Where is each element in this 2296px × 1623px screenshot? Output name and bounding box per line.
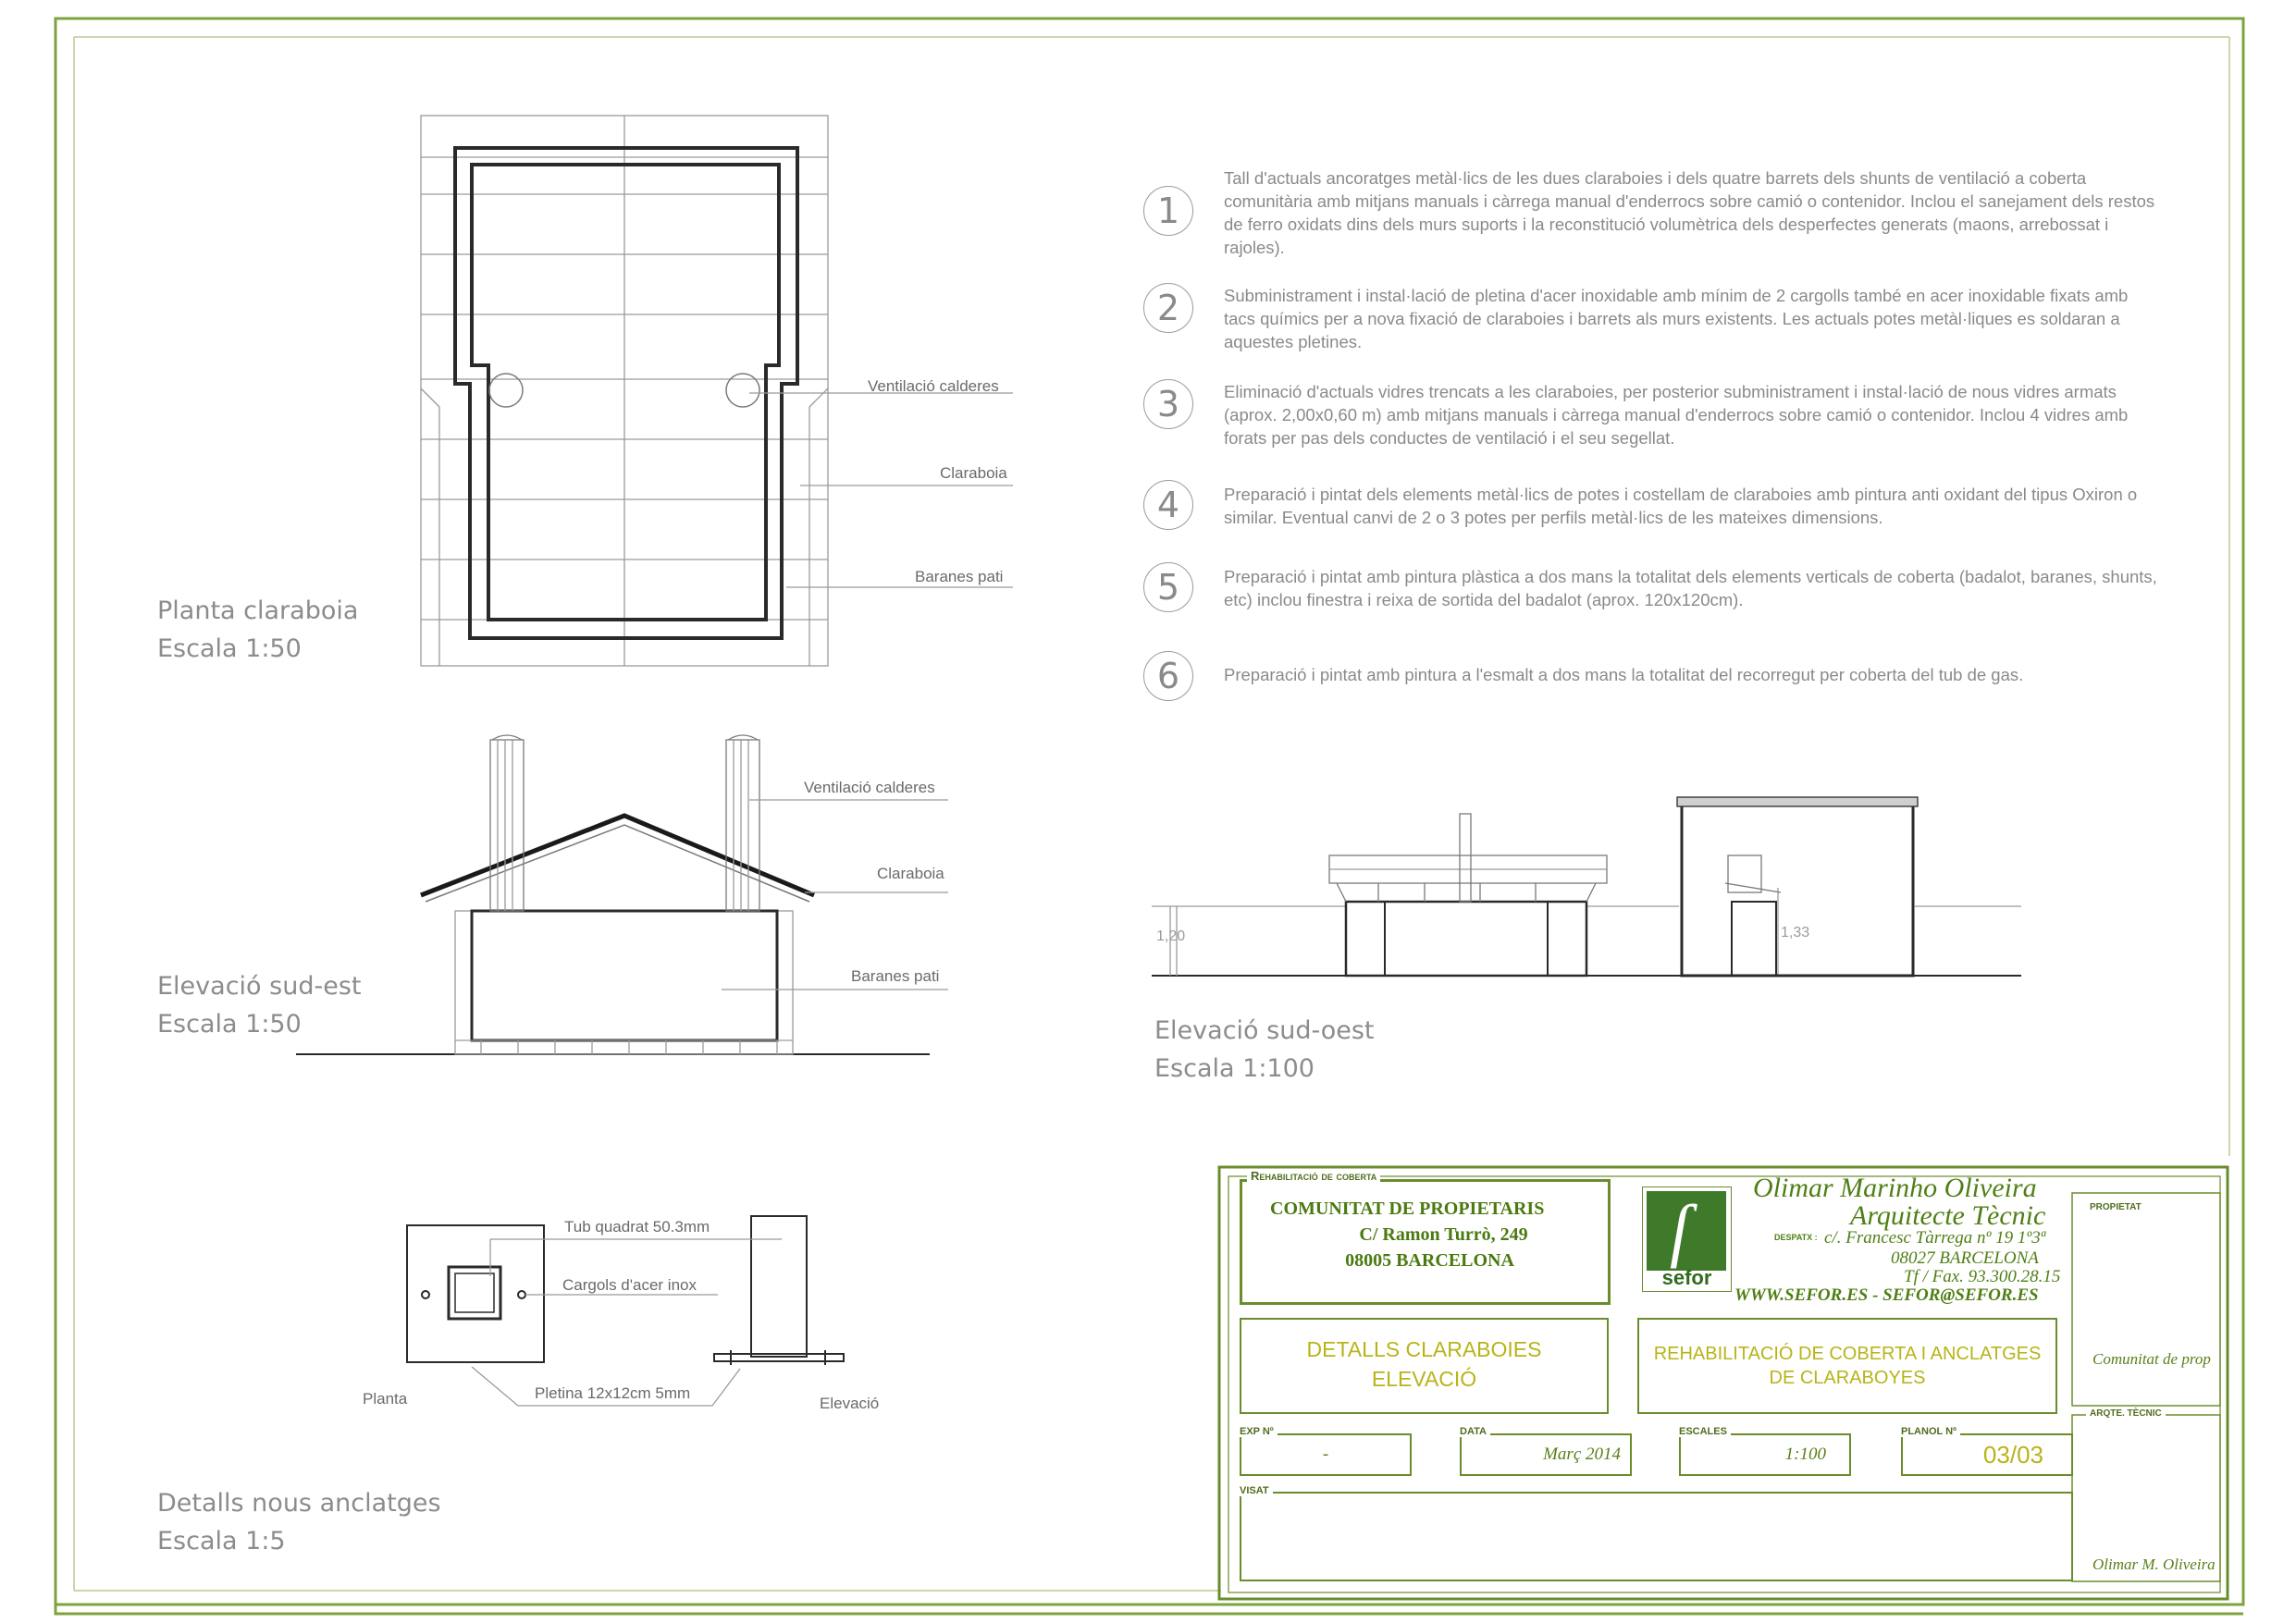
note-number-6: 6 <box>1143 651 1193 701</box>
note-text-4: Preparació i pintat dels elements metàl·lics de potes i costellam de claraboies amb pintura anti oxidant del tipus Oxiron o similar. Eventual canvi de 2 o 3 potes per perfils metàl·lics de les mateixes dimensions. <box>1224 485 2138 527</box>
note-text-2: Subministrament i instal·lació de pletina d'acer inoxidable amb mínim de 2 cargolls també en acer inoxidable fixats amb tacs químics per a nova fixació de claraboies i barrets als murs existents. Les actuals potes metàl·liques es soldaran a aquestes pletines. <box>1224 286 2129 351</box>
project-title-line1: REHABILITACIÓ DE COBERTA I ANCLATGES <box>1653 1344 2042 1364</box>
drawing-title-line2: ELEVACIÓ <box>1371 1367 1477 1391</box>
drawing-title <box>1241 1334 1607 1394</box>
details-title-text: Detalls nous anclatges <box>157 1489 441 1518</box>
details-scale-text: Escala 1:5 <box>157 1527 286 1555</box>
date-value: Març 2014 <box>1543 1445 1621 1464</box>
owner-box <box>1240 1179 1611 1305</box>
architect-web: WWW.SEFOR.ES - SEFOR@SEFOR.ES <box>1734 1285 2039 1305</box>
se-label-skylight: Claraboia <box>877 865 944 882</box>
detail-label-plan: Planta <box>363 1390 408 1408</box>
plan-leaders <box>749 393 1013 587</box>
tech-signature: Olimar M. Oliveira <box>2092 1555 2216 1573</box>
southwest-elevation <box>1152 797 2021 976</box>
visat-field <box>1240 1492 2073 1581</box>
owner-signature: Comunitat de prop <box>2092 1350 2211 1368</box>
architect-phone: Tf / Fax. 93.300.28.15 <box>1904 1267 2061 1286</box>
plan-label-ventilation: Ventilació calderes <box>868 377 999 395</box>
visat-label: VISAT <box>1236 1485 1273 1496</box>
se-label-ventilation: Ventilació calderes <box>804 779 935 796</box>
se-label-railings: Baranes pati <box>851 967 940 985</box>
date-field <box>1460 1433 1632 1476</box>
scale-label: ESCALES <box>1675 1426 1731 1437</box>
logo-f-glyph: ſ <box>1670 1191 1690 1269</box>
plan-label-railings: Baranes pati <box>915 568 1004 585</box>
note-text-6: Preparació i pintat amb pintura a l'esmalt a dos mans la totalitat del recorregut per coberta del tub de gas. <box>1224 665 2024 684</box>
architect-city: 08027 BARCELONA <box>1891 1248 2039 1268</box>
note-number-1: 1 <box>1143 186 1193 236</box>
owner-label: PROPIETAT <box>2086 1202 2145 1212</box>
southeast-scale-text: Escala 1:50 <box>157 1010 302 1039</box>
drawing-title-box <box>1240 1318 1609 1414</box>
owner-block <box>1242 1196 1608 1273</box>
anchor-details <box>407 1216 844 1406</box>
sheet-value: 03/03 <box>1982 1441 2043 1469</box>
detail-label-tube: Tub quadrat 50.3mm <box>564 1218 710 1236</box>
plan-title <box>157 592 358 668</box>
note-number-4: 4 <box>1143 480 1193 530</box>
detail-label-elevation: Elevació <box>820 1395 880 1412</box>
southeast-title <box>157 967 361 1043</box>
scale-value: 1:100 <box>1784 1445 1826 1464</box>
note-text-5: Preparació i pintat amb pintura plàstica a dos mans la totalitat dels elements verticals de coberta (badalot, baranes, shunts, etc) inclou finestra i reixa de sortida del badalot (aprox. 120x120cm). <box>1224 567 2157 609</box>
sw-dim-2: 1,33 <box>1781 925 1810 941</box>
owner-city: 08005 BARCELONA <box>1345 1250 1514 1271</box>
note-number-3: 3 <box>1143 379 1193 429</box>
project-tag: Rehabilitació de coberta <box>1247 1169 1380 1183</box>
detail-label-bolts: Cargols d'acer inox <box>562 1276 697 1294</box>
southeast-title-text: Elevació sud-est <box>157 972 362 1001</box>
office-label: DESPATX : <box>1774 1233 1818 1242</box>
note-text-3: Eliminació d'actuals vidres trencats a les claraboies, per posterior subministrament i instal·lació de nous vidres armats (aprox. 2,00x0,60 m) amb mitjans manuals i càrrega manual d'enderrocs sobre camió o contenidor. Inclou 4 vidres amb forats per pas dels conductes de ventilació i el seu segellat. <box>1224 382 2129 448</box>
sefor-logo <box>1642 1187 1732 1292</box>
southwest-title-text: Elevació sud-oest <box>1154 1016 1375 1045</box>
plan-scale-text: Escala 1:50 <box>157 634 302 663</box>
note-number-5: 5 <box>1143 562 1193 612</box>
note-text-1: Tall d'actuals ancoratges metàl·lics de les dues claraboies i dels quatre barrets dels shunts de ventilació a coberta comunitària amb mitjans manuals i càrrega manual d'enderrocs sobre camió o contenidor. Inclou el sanejament dels restos de ferro oxidats dins dels murs suports i la reconstitució volumètrica dels desperfectes generats (maons, arrebossat i rajoles). <box>1224 168 2155 257</box>
logo-square-icon <box>1647 1191 1726 1271</box>
project-title-box <box>1637 1318 2057 1414</box>
project-title-line2: DE CLARABOYES <box>1769 1368 1926 1388</box>
owner-name: COMUNITAT DE PROPIETARIS <box>1270 1199 1545 1219</box>
exp-field <box>1240 1433 1412 1476</box>
sheet-field <box>1901 1433 2073 1476</box>
tech-label: ARQTE. TÈCNIC <box>2086 1408 2166 1419</box>
southwest-scale-text: Escala 1:100 <box>1154 1054 1315 1083</box>
details-title <box>157 1484 441 1560</box>
architect-role: Arquitecte Tècnic <box>1850 1200 2046 1231</box>
architect-name: Olimar Marinho Oliveira <box>1753 1173 2037 1203</box>
project-title <box>1639 1342 2055 1390</box>
sheet-label: PLANOL Nº <box>1897 1426 1960 1437</box>
note-number-2: 2 <box>1143 283 1193 333</box>
plan-title-text: Planta claraboia <box>157 596 359 625</box>
scale-field <box>1679 1433 1851 1476</box>
exp-value: - <box>1322 1445 1329 1464</box>
drawing-title-line1: DETALLS CLARABOIES <box>1306 1337 1542 1361</box>
owner-street: C/ Ramon Turrò, 249 <box>1359 1224 1528 1245</box>
exp-label: EXP Nº <box>1236 1426 1278 1437</box>
sw-dim-1: 1,20 <box>1156 928 1186 944</box>
plan-label-skylight: Claraboia <box>940 464 1007 482</box>
date-label: DATA <box>1456 1426 1490 1437</box>
architect-address: c/. Francesc Tàrrega nº 19 1º3ª <box>1824 1228 2046 1248</box>
southwest-title <box>1154 1012 1375 1088</box>
plan-skylight-frame <box>455 148 797 638</box>
detail-label-plate: Pletina 12x12cm 5mm <box>535 1384 691 1402</box>
logo-text: sefor <box>1661 1266 1712 1289</box>
